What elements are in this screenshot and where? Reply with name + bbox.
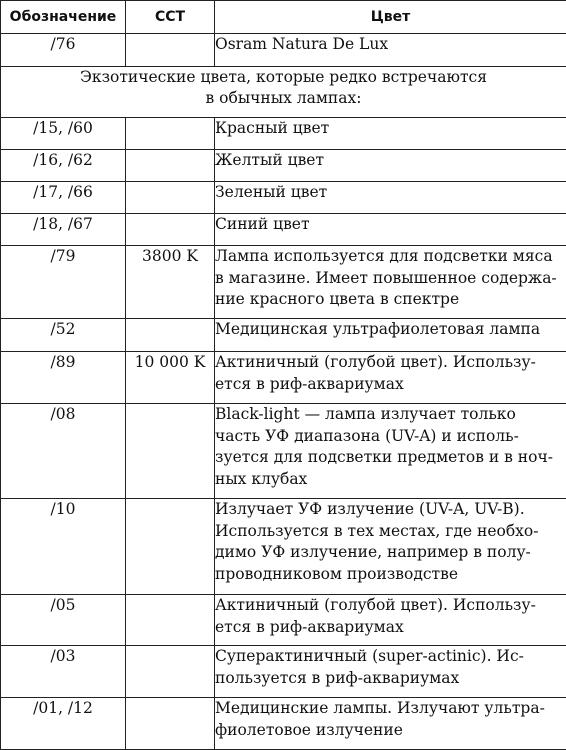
- cct-cell: [126, 214, 215, 246]
- color-text: часть УФ диапазона (UV-A) и исполь-: [215, 426, 566, 448]
- color-cell: [215, 34, 566, 67]
- color-text: Актиничный (голубой цвет). Использу-: [215, 352, 566, 374]
- cct-cell: [126, 118, 215, 150]
- color-text: фиолетовое излучение: [215, 720, 566, 742]
- table-row: [1, 214, 566, 246]
- color-text: ется в риф-аквариумах: [215, 617, 566, 639]
- cct-cell: [126, 499, 215, 595]
- cct-cell: [126, 595, 215, 646]
- color-text: Желтый цвет: [215, 150, 566, 172]
- color-cell: [215, 404, 566, 499]
- designation-cell: /17, /66: [1, 182, 126, 214]
- color-text: Красный цвет: [215, 118, 566, 140]
- color-text: Лампа используется для подсветки мяса: [215, 246, 566, 268]
- table-row: [1, 646, 566, 698]
- color-text: ных клубах: [215, 469, 566, 491]
- cct-cell: [126, 34, 215, 67]
- color-text: Синий цвет: [215, 214, 566, 236]
- table-row: [1, 246, 566, 319]
- color-cell: [215, 150, 566, 182]
- table-row: [1, 595, 566, 646]
- color-cell: [215, 499, 566, 595]
- color-text: Используется в тех местах, где необхо-: [215, 521, 566, 543]
- cct-cell: [126, 319, 215, 352]
- designation-cell: /18, /67: [1, 214, 126, 246]
- table-row: [1, 150, 566, 182]
- header-designation: Обозначение: [1, 1, 126, 34]
- color-cell: [215, 246, 566, 319]
- designation-cell: /01, /12: [1, 698, 126, 750]
- designation-cell: /05: [1, 595, 126, 646]
- cct-cell: [126, 182, 215, 214]
- designation-cell: /89: [1, 352, 126, 404]
- section-note-row: [1, 67, 566, 118]
- color-text: зуется для подсветки предметов и в ноч-: [215, 447, 566, 469]
- cct-cell: 3800 K: [126, 246, 215, 319]
- color-cell: [215, 118, 566, 150]
- color-text: пользуется в риф-аквариумах: [215, 668, 566, 690]
- designation-cell: /08: [1, 404, 126, 499]
- table-row: [1, 352, 566, 404]
- color-cell: [215, 182, 566, 214]
- section-note-line: в обычных лампах:: [1, 88, 566, 109]
- table-row: [1, 118, 566, 150]
- color-text: Излучает УФ излучение (UV-A, UV-B).: [215, 499, 566, 521]
- color-text: Медицинская ультрафиолетовая лампа: [215, 319, 566, 341]
- designation-cell: /79: [1, 246, 126, 319]
- table-row: [1, 499, 566, 595]
- table-row: [1, 34, 566, 67]
- table-row: [1, 319, 566, 352]
- color-cell: [215, 646, 566, 698]
- designation-cell: /16, /62: [1, 150, 126, 182]
- color-text: Black-light — лампа излучает только: [215, 404, 566, 426]
- color-text: в магазине. Имеет повышенное содержа-: [215, 268, 566, 290]
- header-cct: CCT: [126, 1, 215, 34]
- color-text: ется в риф-аквариумах: [215, 374, 566, 396]
- header-row: [1, 1, 566, 34]
- section-note: [1, 67, 566, 118]
- color-text: Суперактиничный (super-actinic). Ис-: [215, 646, 566, 668]
- color-cell: [215, 319, 566, 352]
- cct-cell: [126, 404, 215, 499]
- cct-cell: [126, 698, 215, 750]
- color-text: проводниковом производстве: [215, 564, 566, 586]
- designation-cell: /52: [1, 319, 126, 352]
- color-text: Медицинские лампы. Излучают ультра-: [215, 698, 566, 720]
- color-cell: [215, 698, 566, 750]
- cct-cell: 10 000 K: [126, 352, 215, 404]
- color-text: Актиничный (голубой цвет). Использу-: [215, 595, 566, 617]
- table-row: [1, 404, 566, 499]
- color-text: ние красного цвета в спектре: [215, 289, 566, 311]
- designation-cell: /15, /60: [1, 118, 126, 150]
- color-text: Osram Natura De Lux: [215, 34, 566, 56]
- color-text: димо УФ излучение, например в полу-: [215, 542, 566, 564]
- cct-cell: [126, 150, 215, 182]
- table-row: [1, 182, 566, 214]
- section-note-line: Экзотические цвета, которые редко встречаются: [1, 67, 566, 88]
- designation-cell: /76: [1, 34, 126, 67]
- color-cell: [215, 352, 566, 404]
- designation-cell: /03: [1, 646, 126, 698]
- designation-cell: /10: [1, 499, 126, 595]
- cct-cell: [126, 646, 215, 698]
- color-cell: [215, 214, 566, 246]
- color-text: Зеленый цвет: [215, 182, 566, 204]
- color-cell: [215, 595, 566, 646]
- table-row: [1, 698, 566, 750]
- header-color: Цвет: [215, 1, 566, 34]
